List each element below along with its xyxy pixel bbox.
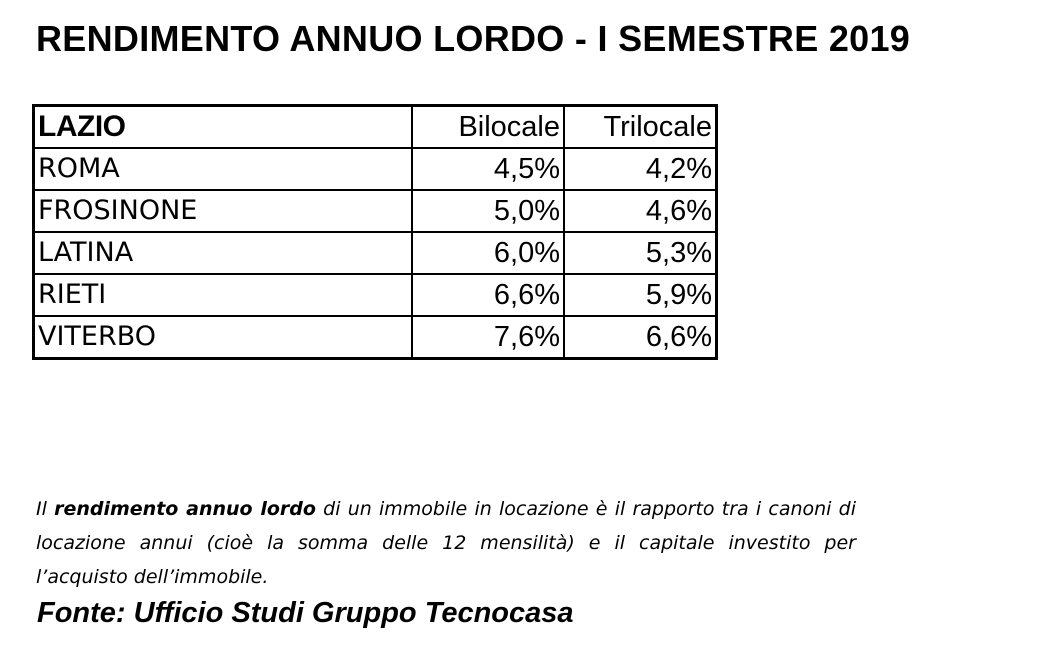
page-title: RENDIMENTO ANNUO LORDO - I SEMESTRE 2019	[36, 18, 911, 59]
source-credit: Fonte: Ufficio Studi Gruppo Tecnocasa	[37, 597, 574, 629]
table-header-row	[34, 106, 717, 149]
table-row	[34, 316, 717, 359]
table-row	[34, 148, 717, 190]
table-row	[34, 232, 717, 274]
definition-note	[36, 492, 856, 594]
trilocale-cell: 5,3%	[564, 232, 717, 274]
table-row	[34, 190, 717, 232]
city-cell: RIETI	[34, 274, 413, 316]
note-prefix: Il	[36, 498, 55, 520]
trilocale-cell: 4,6%	[564, 190, 717, 232]
bilocale-cell: 5,0%	[412, 190, 564, 232]
column-header-trilocale: Trilocale	[564, 106, 717, 149]
trilocale-cell: 6,6%	[564, 316, 717, 359]
table-row	[34, 274, 717, 316]
region-header: LAZIO	[34, 106, 413, 149]
city-cell: ROMA	[34, 148, 413, 190]
bilocale-cell: 6,6%	[412, 274, 564, 316]
city-cell: FROSINONE	[34, 190, 413, 232]
trilocale-cell: 4,2%	[564, 148, 717, 190]
bilocale-cell: 4,5%	[412, 148, 564, 190]
bilocale-cell: 7,6%	[412, 316, 564, 359]
bilocale-cell: 6,0%	[412, 232, 564, 274]
column-header-bilocale: Bilocale	[412, 106, 564, 149]
city-cell: VITERBO	[34, 316, 413, 359]
yield-table	[32, 104, 718, 360]
trilocale-cell: 5,9%	[564, 274, 717, 316]
note-rest: di un immobile in locazione è il rapporto tra i canoni di locazione annui (cioè la somma delle 12 mensilità) e il capitale investito per l’acquisto dell’immobile.	[36, 498, 856, 588]
note-bold-term: rendimento annuo lordo	[54, 498, 316, 520]
city-cell: LATINA	[34, 232, 413, 274]
